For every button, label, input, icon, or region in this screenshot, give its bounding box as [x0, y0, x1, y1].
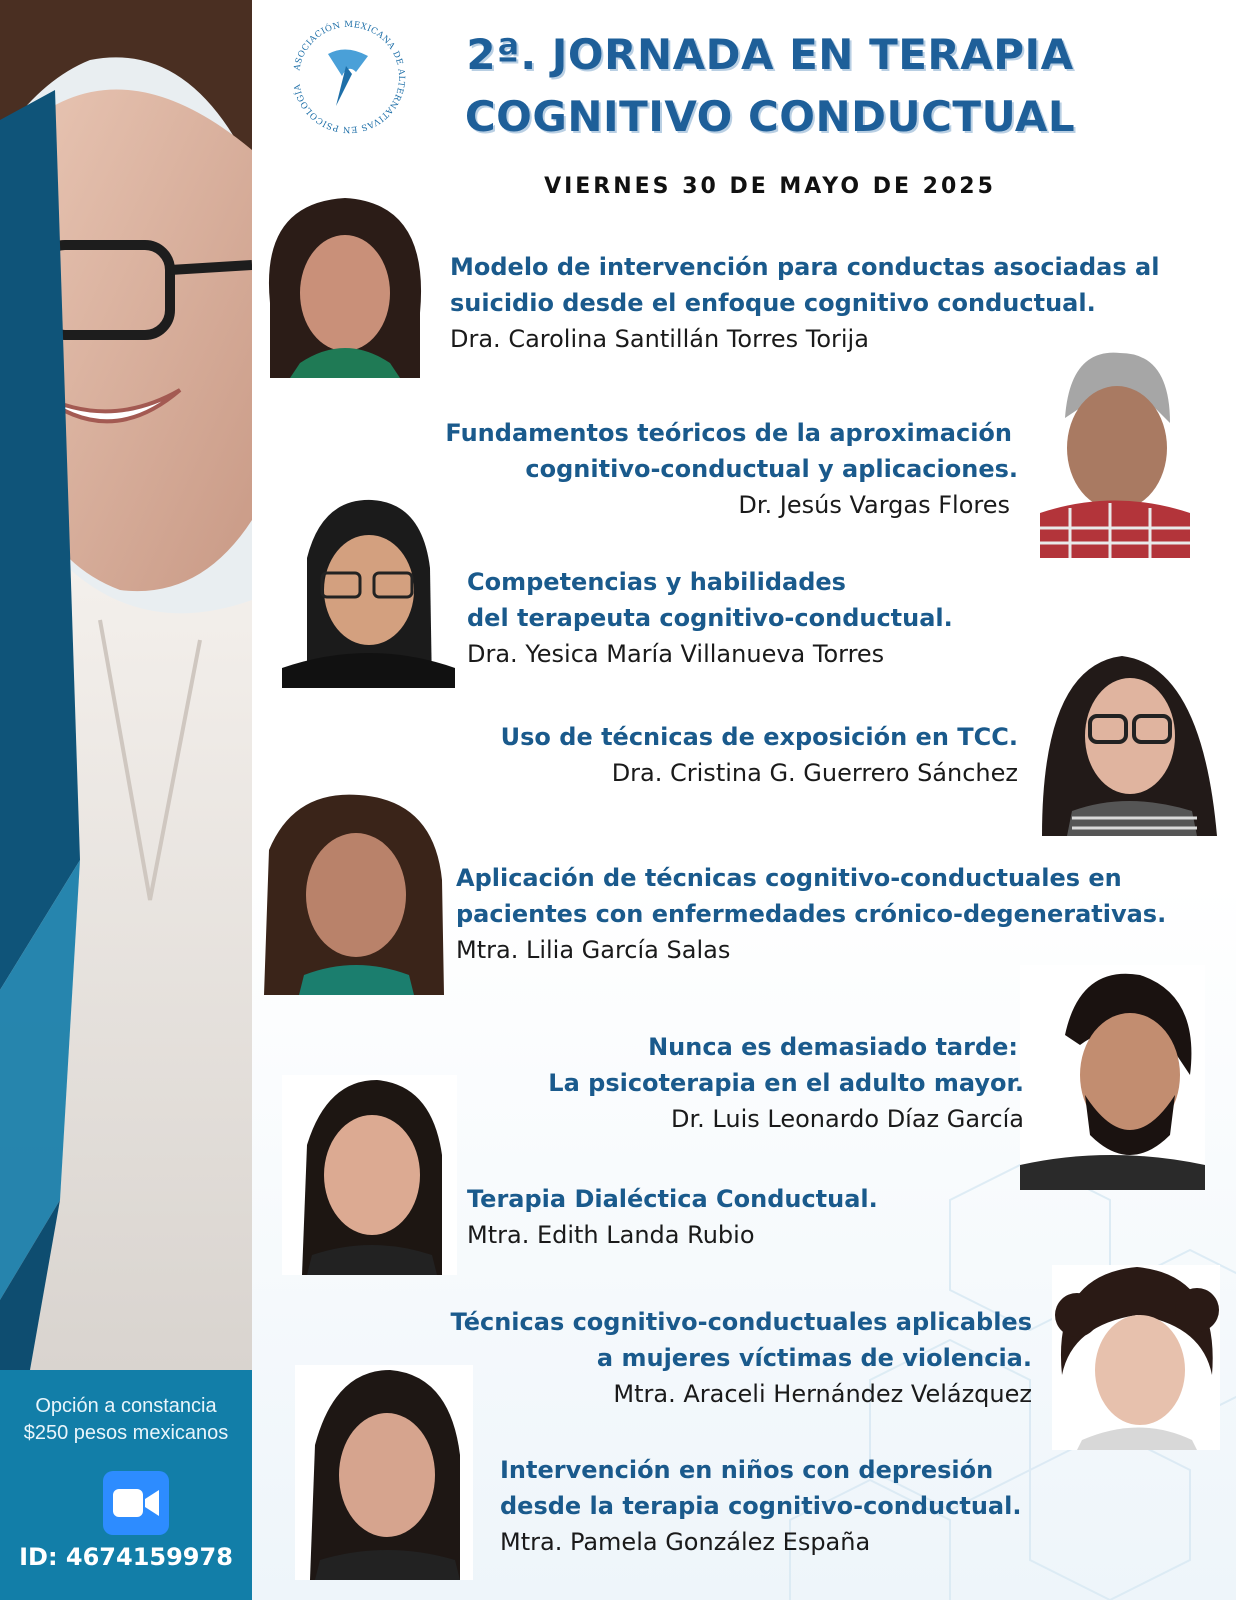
- talk-title-line: Competencias y habilidades: [467, 568, 846, 596]
- talk-title-line: desde la terapia cognitivo-conductual.: [500, 1492, 1022, 1520]
- speaker-photo: [1020, 965, 1205, 1190]
- certificate-option-label: Opción a constancia: [35, 1395, 217, 1417]
- speaker-name: Dra. Yesica María Villanueva Torres: [467, 640, 885, 668]
- speaker-photo: [260, 193, 430, 378]
- video-camera-icon: [113, 1486, 159, 1520]
- association-logo: [286, 14, 412, 140]
- speaker-photo: [264, 790, 444, 995]
- speaker-photo: [295, 1365, 473, 1580]
- talk-title-line: cognitivo-conductual y aplicaciones.: [525, 455, 1018, 483]
- speaker-name: Dr. Luis Leonardo Díaz García: [671, 1105, 1024, 1133]
- speaker-photo: [1052, 1265, 1220, 1450]
- event-date: VIERNES 30 DE MAYO DE 2025: [544, 174, 996, 199]
- talk-title-line: Modelo de intervención para conductas asociadas al: [450, 253, 1160, 281]
- certificate-price-label: $250 pesos mexicanos: [23, 1422, 229, 1444]
- event-title-line-2: COGNITIVO CONDUCTUAL: [464, 92, 1076, 141]
- speaker-photo: [282, 1075, 457, 1275]
- speaker-photo: [282, 498, 455, 688]
- speaker-name: Dra. Cristina G. Guerrero Sánchez: [611, 759, 1018, 787]
- speaker-name: Mtra. Pamela González España: [500, 1528, 871, 1556]
- talk-title-line: Nunca es demasiado tarde:: [648, 1033, 1018, 1061]
- talk-title-line: La psicoterapia en el adulto mayor.: [548, 1069, 1024, 1097]
- left-sidebar: [0, 0, 252, 1600]
- logo-arc-text: ASOCIACIÓN MEXICANA DE ALTERNATIVAS EN PSICOLOGÍA: [292, 19, 407, 135]
- speaker-name: Mtra. Edith Landa Rubio: [467, 1221, 755, 1249]
- zoom-button[interactable]: [103, 1471, 169, 1535]
- meeting-id[interactable]: ID: 4674159978: [19, 1543, 233, 1571]
- speaker-name: Mtra. Lilia García Salas: [456, 936, 731, 964]
- speaker-photo: [1022, 646, 1222, 836]
- talk-title-line: Intervención en niños con depresión: [500, 1456, 994, 1484]
- event-title-line-1: 2ª. JORNADA EN TERAPIA: [466, 30, 1074, 79]
- talk-title-line: suicidio desde el enfoque cognitivo conductual.: [450, 289, 1096, 317]
- speaker-name: Dra. Carolina Santillán Torres Torija: [450, 325, 869, 353]
- smiling-woman-photo: [0, 0, 252, 1370]
- talk-title-line: Fundamentos teóricos de la aproximación: [445, 419, 1012, 447]
- talk-title-line: Terapia Dialéctica Conductual.: [467, 1185, 878, 1213]
- talk-title-line: Uso de técnicas de exposición en TCC.: [500, 723, 1018, 751]
- speaker-name: Mtra. Araceli Hernández Velázquez: [613, 1380, 1032, 1408]
- talk-title-line: Aplicación de técnicas cognitivo-conductuales en: [456, 864, 1122, 892]
- talk-title-line: Técnicas cognitivo-conductuales aplicables: [450, 1308, 1032, 1336]
- speaker-photo: [1040, 348, 1190, 558]
- speaker-name: Dr. Jesús Vargas Flores: [738, 491, 1010, 519]
- talk-title-line: a mujeres víctimas de violencia.: [596, 1344, 1032, 1372]
- talk-title-line: del terapeuta cognitivo-conductual.: [467, 604, 953, 632]
- talk-title-line: pacientes con enfermedades crónico-degenerativas.: [456, 900, 1167, 928]
